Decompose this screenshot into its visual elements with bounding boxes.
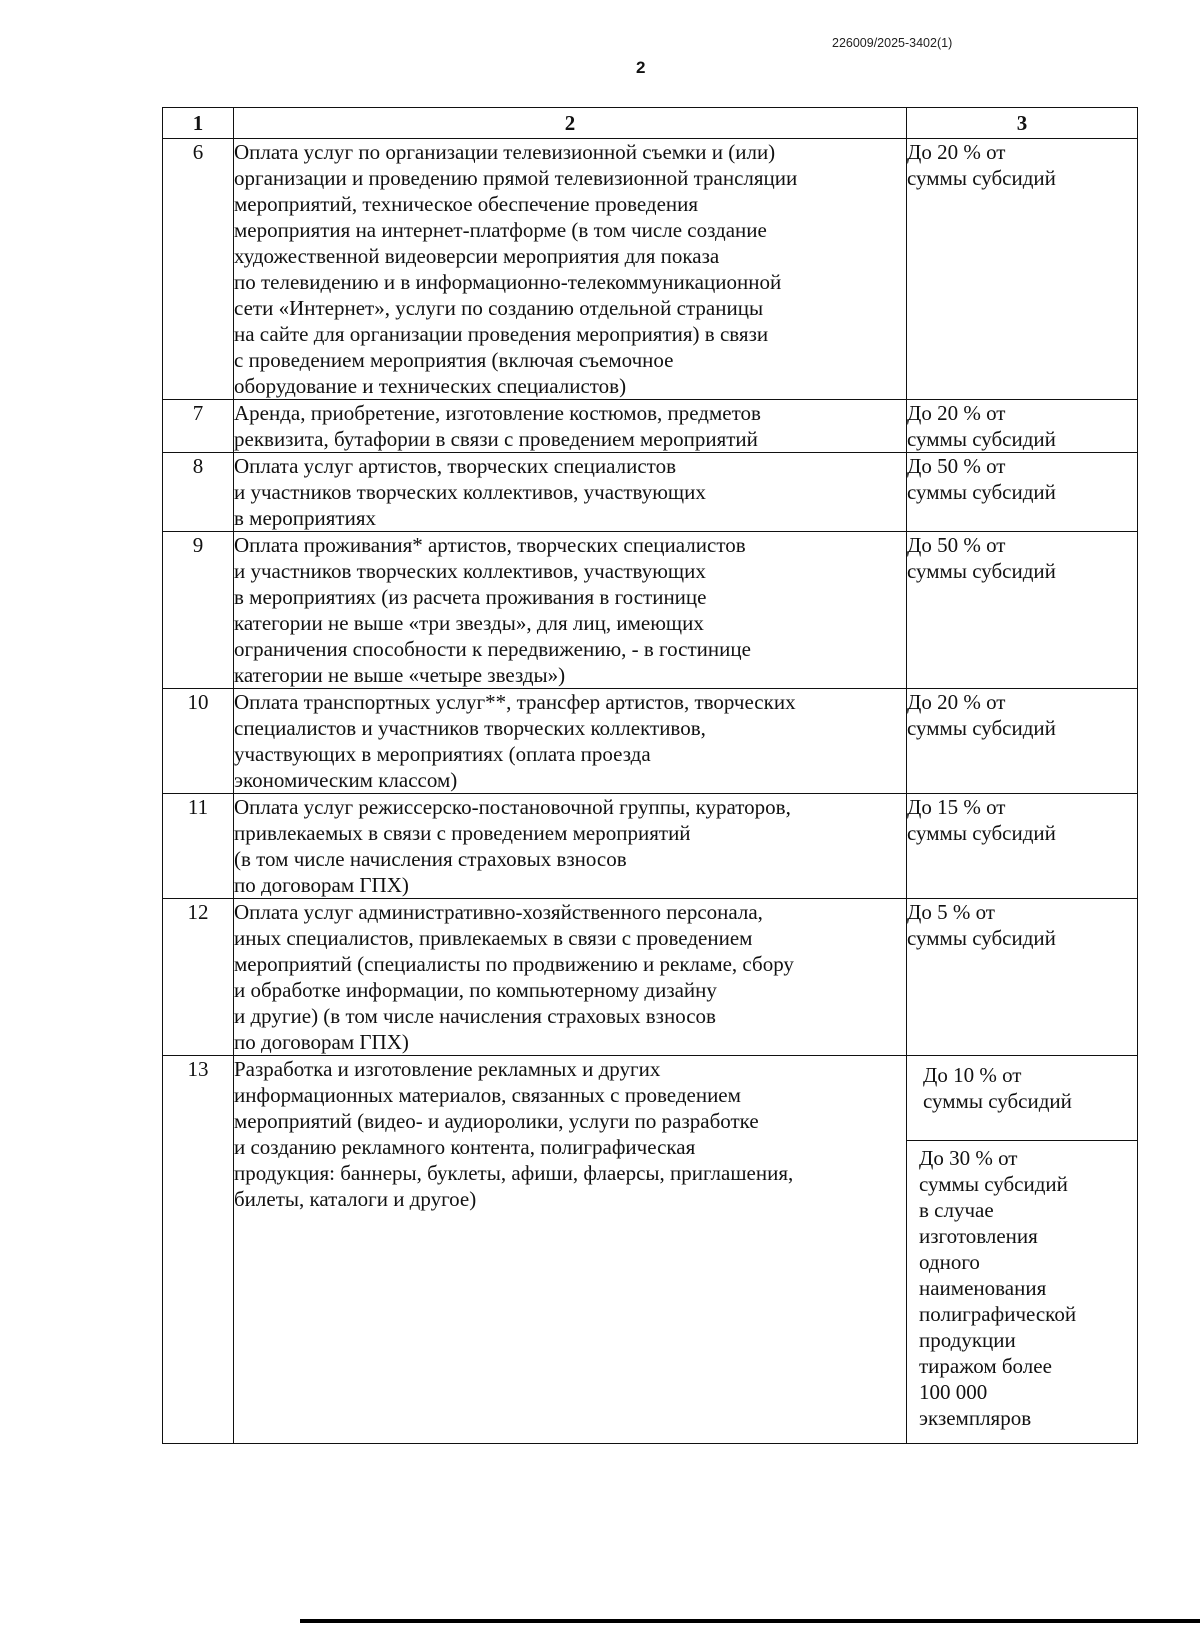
limit-line: суммы субсидий: [919, 1172, 1068, 1196]
description-line: оборудование и технических специалистов): [234, 374, 627, 398]
description-line: и участников творческих коллективов, участвующих: [234, 559, 706, 583]
limit-line: До 15 % от: [907, 795, 1006, 819]
table-row: [163, 794, 1138, 899]
row-description: [234, 139, 907, 400]
description-line: и участников творческих коллективов, участвующих: [234, 480, 706, 504]
limit-line: суммы субсидий: [907, 926, 1056, 950]
description-line: сети «Интернет», услуги по созданию отдельной страницы: [234, 296, 764, 320]
description-line: Оплата проживания* артистов, творческих специалистов: [234, 533, 746, 557]
row-description: [234, 400, 907, 453]
description-line: экономическим классом): [234, 768, 458, 792]
table-row: [163, 1056, 1138, 1444]
limit-line: До 20 % от: [907, 690, 1006, 714]
description-line: мероприятий (специалисты по продвижению и рекламе, сбору: [234, 952, 794, 976]
limit-line: До 20 % от: [907, 401, 1006, 425]
row-number: 11: [163, 794, 234, 899]
description-line: продукция: баннеры, буклеты, афиши, флаерсы, приглашения,: [234, 1161, 794, 1185]
row-number: 6: [163, 139, 234, 400]
table-row: [163, 139, 1138, 400]
limit-line: суммы субсидий: [907, 427, 1056, 451]
description-line: и другие) (в том числе начисления страховых взносов: [234, 1004, 716, 1028]
description-line: в мероприятиях (из расчета проживания в гостинице: [234, 585, 707, 609]
row-limit: [907, 794, 1138, 899]
description-line: по договорам ГПХ): [234, 873, 409, 897]
row-limit: [907, 400, 1138, 453]
row-limit: [907, 689, 1138, 794]
table-header-row: [163, 108, 1138, 139]
description-line: мероприятий, техническое обеспечение проведения: [234, 192, 699, 216]
description-line: реквизита, бутафории в связи с проведением мероприятий: [234, 427, 758, 451]
limit-line: изготовления: [919, 1224, 1038, 1248]
limit-line: наименования: [919, 1276, 1047, 1300]
limit-line: продукции: [919, 1328, 1016, 1352]
description-line: информационных материалов, связанных с проведением: [234, 1083, 741, 1107]
description-line: категории не выше «четыре звезды»): [234, 663, 566, 687]
expenses-table: [162, 107, 1138, 1444]
row-description: [234, 453, 907, 532]
row-number: 7: [163, 400, 234, 453]
header-col-1: 1: [163, 108, 234, 139]
limit-line: в случае: [919, 1198, 994, 1222]
row-number: 8: [163, 453, 234, 532]
description-line: по договорам ГПХ): [234, 1030, 409, 1054]
document-number: 226009/2025-3402(1): [832, 36, 953, 50]
limit-line: одного: [919, 1250, 980, 1274]
row-description: [234, 794, 907, 899]
scan-edge-line: [300, 1619, 1200, 1623]
row-description: [234, 1056, 907, 1444]
limit-line: суммы субсидий: [907, 480, 1056, 504]
limit-line: 100 000: [919, 1380, 988, 1404]
description-line: Аренда, приобретение, изготовление костюмов, предметов: [234, 401, 761, 425]
row-limit: [907, 139, 1138, 400]
row-description: [234, 689, 907, 794]
description-line: художественной видеоверсии мероприятия для показа: [234, 244, 720, 268]
page-number: 2: [636, 58, 646, 77]
description-line: специалистов и участников творческих коллективов,: [234, 716, 706, 740]
description-line: на сайте для организации проведения мероприятия) в связи: [234, 322, 769, 346]
row-number: 12: [163, 899, 234, 1056]
header-col-3: 3: [907, 108, 1138, 139]
description-line: Оплата транспортных услуг**, трансфер артистов, творческих: [234, 690, 796, 714]
limit-line: суммы субсидий: [923, 1089, 1072, 1113]
row-limit: [907, 1056, 1138, 1444]
limit-line: До 20 % от: [907, 140, 1006, 164]
description-line: организации и проведению прямой телевизионной трансляции: [234, 166, 798, 190]
limit-line: До 5 % от: [907, 900, 995, 924]
limit-line: суммы субсидий: [907, 821, 1056, 845]
description-line: Оплата услуг административно-хозяйственного персонала,: [234, 900, 763, 924]
description-line: (в том числе начисления страховых взносов: [234, 847, 627, 871]
description-line: категории не выше «три звезды», для лиц, имеющих: [234, 611, 704, 635]
row-description: [234, 532, 907, 689]
row-limit: [907, 532, 1138, 689]
limit-line: экземпляров: [919, 1406, 1032, 1430]
description-line: билеты, каталоги и другое): [234, 1187, 477, 1211]
row-limit: [907, 899, 1138, 1056]
description-line: иных специалистов, привлекаемых в связи с проведением: [234, 926, 753, 950]
description-line: в мероприятиях: [234, 506, 376, 530]
row-number: 13: [163, 1056, 234, 1444]
description-line: мероприятий (видео- и аудиоролики, услуги по разработке: [234, 1109, 759, 1133]
description-line: и созданию рекламного контента, полиграфическая: [234, 1135, 696, 1159]
table-row: [163, 453, 1138, 532]
description-line: и обработке информации, по компьютерному дизайну: [234, 978, 717, 1002]
table-row: [163, 899, 1138, 1056]
description-line: Оплата услуг режиссерско-постановочной группы, кураторов,: [234, 795, 791, 819]
row-description: [234, 899, 907, 1056]
row-number: 10: [163, 689, 234, 794]
row-limit: [907, 453, 1138, 532]
limit-line: суммы субсидий: [907, 166, 1056, 190]
description-line: Оплата услуг артистов, творческих специалистов: [234, 454, 676, 478]
limit-line: суммы субсидий: [907, 716, 1056, 740]
description-line: с проведением мероприятия (включая съемочное: [234, 348, 674, 372]
limit-line: До 10 % от: [923, 1063, 1022, 1087]
table-row: [163, 689, 1138, 794]
limit-sub-cell-extended: [907, 1141, 1137, 1443]
description-line: по телевидению и в информационно-телекоммуникационной: [234, 270, 782, 294]
description-line: мероприятия на интернет-платформе (в том числе создание: [234, 218, 767, 242]
limit-line: До 50 % от: [907, 454, 1006, 478]
limit-sub-cell-default: [907, 1056, 1137, 1141]
limit-line: суммы субсидий: [907, 559, 1056, 583]
description-line: Оплата услуг по организации телевизионной съемки и (или): [234, 140, 776, 164]
limit-line: тиражом более: [919, 1354, 1052, 1378]
description-line: ограничения способности к передвижению, - в гостинице: [234, 637, 751, 661]
header-col-2: 2: [234, 108, 907, 139]
description-line: привлекаемых в связи с проведением мероприятий: [234, 821, 691, 845]
limit-line: До 30 % от: [919, 1146, 1018, 1170]
row-number: 9: [163, 532, 234, 689]
limit-line: До 50 % от: [907, 533, 1006, 557]
description-line: Разработка и изготовление рекламных и других: [234, 1057, 661, 1081]
table-row: [163, 400, 1138, 453]
limit-line: полиграфической: [919, 1302, 1077, 1326]
table-row: [163, 532, 1138, 689]
description-line: участвующих в мероприятиях (оплата проезда: [234, 742, 651, 766]
